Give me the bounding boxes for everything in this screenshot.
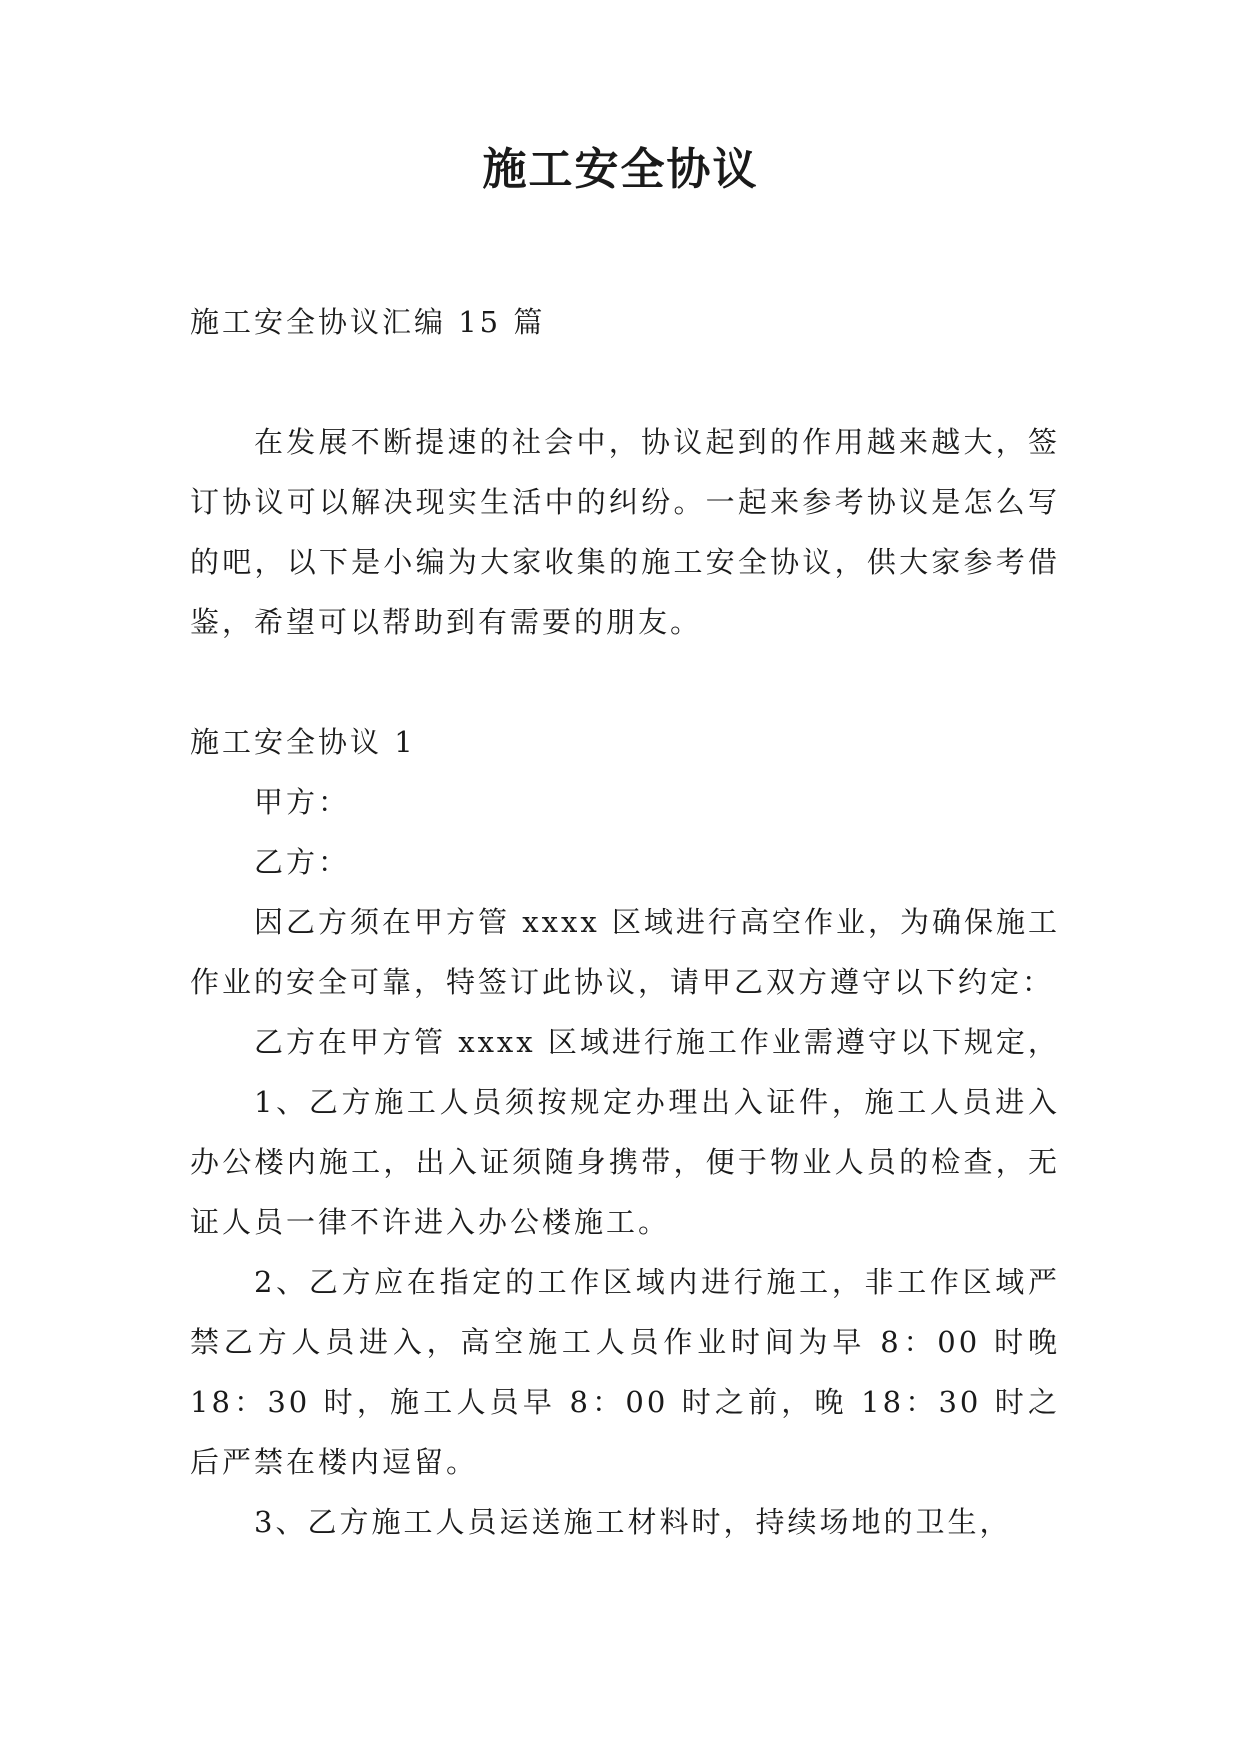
document-body [190, 292, 1060, 1552]
body-paragraph: 因乙方须在甲方管 xxxx 区域进行高空作业，为确保施工作业的安全可靠，特签订此协议，请甲乙双方遵守以下约定： [190, 905, 1060, 999]
body-paragraph: 乙方在甲方管 xxxx 区域进行施工作业需遵守以下规定， [254, 1025, 1060, 1059]
clause-1: 1、乙方施工人员须按规定办理出入证件，施工人员进入办公楼内施工，出入证须随身携带，便于物业人员的检查，无证人员一律不许进入办公楼施工。 [190, 1085, 1060, 1239]
party-b-label: 乙方： [254, 845, 351, 879]
party-a-label: 甲方： [254, 785, 351, 819]
document-subtitle: 施工安全协议汇编 15 篇 [190, 305, 546, 339]
intro-paragraph: 在发展不断提速的社会中，协议起到的作用越来越大，签订协议可以解决现实生活中的纠纷。一起来参考协议是怎么写的吧，以下是小编为大家收集的施工安全协议，供大家参考借鉴，希望可以帮助到有需要的朋友。 [190, 425, 1060, 639]
clause-3: 3、乙方施工人员运送施工材料时，持续场地的卫生， [254, 1505, 1012, 1539]
document-title: 施工安全协议 [482, 144, 759, 195]
clause-2: 2、乙方应在指定的工作区域内进行施工，非工作区域严禁乙方人员进入，高空施工人员作业时间为早 8：00 时晚 18：30 时，施工人员早 8：00 时之前，晚 18：30 时之后严禁在楼内逗留。 [190, 1265, 1060, 1479]
section-heading: 施工安全协议 1 [190, 725, 416, 759]
